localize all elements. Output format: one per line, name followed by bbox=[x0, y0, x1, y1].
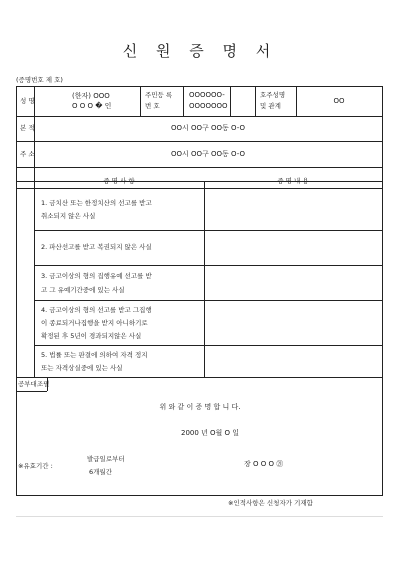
document-check-label: 공부대조필 bbox=[18, 380, 50, 388]
cert-item-3: 3. 금고이상의 형의 집행유예 선고를 받 bbox=[41, 272, 152, 280]
certificate-number: (증명번호 제 호) bbox=[16, 76, 63, 84]
column-divider bbox=[230, 87, 231, 116]
cert-item-3: 고 그 유예기간중에 있는 사실 bbox=[41, 286, 125, 294]
column-divider bbox=[296, 87, 297, 116]
cert-header-items: 증 명 사 항 bbox=[103, 177, 135, 185]
name-hanja: (한자) OOO bbox=[72, 92, 110, 100]
page-bottom-rule bbox=[16, 516, 383, 517]
cert-item-5: 또는 자격상실중에 있는 사실 bbox=[41, 364, 123, 372]
address-label: 주 소 bbox=[20, 150, 35, 158]
name-hangul-seal: O O O � 인 bbox=[72, 102, 112, 110]
document-title: 신 원 증 명 서 bbox=[122, 42, 278, 60]
issuing-official: 장 O O O ㉑ bbox=[244, 460, 284, 468]
cert-item-4: 확정된 후 5년이 경과되지않은 사실 bbox=[41, 332, 142, 340]
row-divider bbox=[17, 181, 382, 182]
rrn-value-2: OOOOOOO bbox=[189, 102, 228, 110]
rrn-label-1: 주민등 록 bbox=[145, 91, 173, 99]
cert-item-1: 취소되지 않은 사실 bbox=[41, 212, 96, 220]
row-divider bbox=[34, 345, 382, 346]
issue-date: 2000 년 O월 O 일 bbox=[180, 429, 240, 437]
validity-label: ※유효기간 : bbox=[18, 462, 53, 470]
footnote: ※인적사항은 신청자가 기재함 bbox=[228, 499, 313, 507]
cert-item-4: 4. 금고이상의 형의 선고를 받고 그집행 bbox=[41, 306, 152, 314]
row-divider bbox=[17, 167, 382, 168]
certificate-form bbox=[16, 86, 383, 496]
validity-period: 발급일로부터 bbox=[87, 455, 125, 463]
row-divider bbox=[17, 377, 382, 378]
row-divider bbox=[17, 141, 382, 142]
validity-period: 6개월간 bbox=[89, 468, 112, 476]
domicile-value: OO시 OO구 OO동 O-O bbox=[171, 124, 245, 132]
cert-header-contents: 증 명 내 용 bbox=[277, 177, 309, 185]
row-divider bbox=[34, 300, 382, 301]
column-divider bbox=[255, 87, 256, 116]
column-divider bbox=[183, 87, 184, 116]
row-divider bbox=[34, 230, 382, 231]
cert-item-4: 이 종료되거나집행을 받지 아니하기로 bbox=[41, 319, 148, 327]
row-divider bbox=[17, 116, 382, 117]
column-divider bbox=[140, 87, 141, 116]
domicile-label: 본 적 bbox=[20, 124, 35, 132]
cert-item-5: 5. 법률 또는 판결에 의하여 자격 정지 bbox=[41, 351, 148, 359]
family-head-label-1: 호주성명 bbox=[260, 91, 286, 99]
name-label: 성 명 bbox=[20, 97, 35, 105]
row-divider bbox=[34, 265, 382, 266]
cert-item-2: 2. 파산선고를 받고 복권되지 않은 사실 bbox=[41, 243, 152, 251]
family-head-label-2: 및 관계 bbox=[260, 102, 281, 110]
certification-statement: 위 와 같 이 증 명 합 니 다. bbox=[159, 403, 241, 411]
rrn-label-2: 번 호 bbox=[145, 102, 160, 110]
address-value: OO시 OO구 OO동 O-O bbox=[171, 150, 245, 158]
column-divider bbox=[204, 181, 205, 377]
rrn-value-1: OOOOOO- bbox=[189, 91, 225, 99]
family-head-value: OO bbox=[333, 97, 345, 105]
cert-item-1: 1. 금치산 또는 한정치산의 선고를 받고 bbox=[41, 199, 152, 207]
stamp-box-bottom bbox=[17, 391, 47, 392]
row-divider bbox=[17, 188, 382, 189]
